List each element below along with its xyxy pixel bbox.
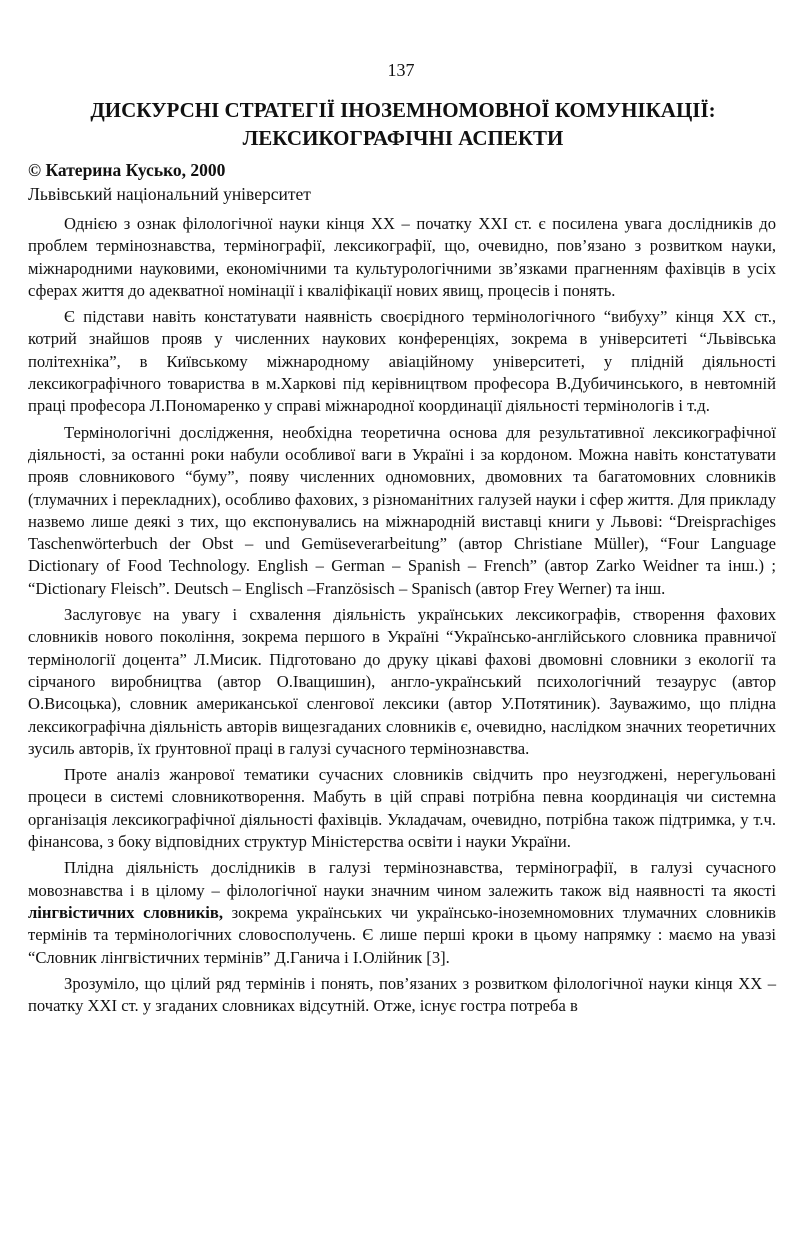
paragraph-6-end: зокрема українських чи українсько-іноземномовних тлумачних словників термінів та термінологічних словосполучень. Є лише перші кроки в цьому напрямку : маємо на увазі “Словник лінгвістичних термінів” Д.Ганича і І.Олійник [3]. [28, 902, 776, 967]
paragraph-3: Термінологічні дослідження, необхідна теоретична основа для результативної лексикографічної діяльності, за останні роки набули особливої ваги в Україні і за кордоном. Можна навіть констатувати прояв словникового “буму”, появу численних одномовних, двомовних та багатомовних словників (тлумачних і перекладних), особливо фахових, з різноманітних галузей науки і сфер життя. Для прикладу назвемо лише деякі з тих, що експонувались на міжнародній виставці книги у Львові: “Dreisprachiges Taschenwörterbuch der Obst – und Gemüseverarbeitung” (автор Christiane Müller), “Four Language Dictionary of Food Technology. English – German – Spanish – French” (автор Zarko Weidner та інш.) ; “Dictionary Fleisch”. Deutsch – Englisch –Französisch – Spanisch (автор Frey Werner) та інш. [28, 422, 776, 598]
article-body [28, 213, 776, 1021]
paragraph-7: Зрозуміло, що цілий ряд термінів і понять, пов’язаних з розвитком філологічної науки кінця XX – початку XXI ст. у згаданих словниках відсутній. Отже, існує гостра потреба в [28, 973, 776, 1016]
paragraph-2: Є підстави навіть констатувати наявність своєрідного термінологічного “вибуху” кінця XX ст., котрий знайшов прояв у численних наукових конференціях, зокрема в університеті “Львівська політехніка”, в Київському міжнародному авіаційному університеті, у плідній діяльності лексикографічного товариства в м.Харкові під керівництвом професора В.Дубичинського, в невтомній праці професора Л.Пономаренко у справі міжнародної координації діяльності термінологів і т.д. [28, 307, 776, 416]
author-line: © Катерина Кусько, 2000 [28, 160, 226, 180]
paragraph-6-start: Плідна діяльність дослідників в галузі термінознавства, термінографії, в галузі сучасного мовознавства і в цілому – філологічної науки значним чином залежить також від наявності та якості [28, 858, 776, 900]
article-title [20, 96, 786, 152]
paragraph-6 [28, 857, 776, 968]
paragraph-5: Проте аналіз жанрової тематики сучасних словників свідчить про неузгоджені, нерегульовані процеси в системі словникотворення. Мабуть в цій справі потрібна певна координація чи системна організація лексикографічної діяльності фахівців. Укладачам, очевидно, потрібна також підтримка, у т.ч. фінансова, з боку відповідних структур Міністерства освіти і науки України. [28, 765, 776, 852]
paragraph-1: Однією з ознак філологічної науки кінця XX – початку XXI ст. є посилена увага дослідників до проблем термінознавства, термінографії, лексикографії, що, очевидно, пов’язано з розвитком науки, міжнародними науковими, економічними та культурологічними зв’язками прагненням фахівців в усіх сферах життя до адекватної номінації і кваліфікації нових явищ, процесів і понять. [28, 214, 776, 300]
paragraph-4: Заслуговує на увагу і схвалення діяльність українських лексикографів, створення фахових словників нового покоління, зокрема першого в Україні “Українсько-англійського словника правничої термінології доцента” Л.Мисик. Підготовано до друку цікаві фахові двомовні словники з екології та сірчаного виробництва (автор О.Іващишин), англо-український психологічний тезаурус (автор О.Висоцька), словник американської сленгової лексики (автор У.Потятиник). Зауважимо, що плідна лексикографічна діяльність авторів вищезгаданих словників є, очевидно, наслідком значних теоретичних зусиль авторів, їх ґрунтовної праці в галузі сучасного термінознавства. [28, 605, 776, 758]
page-number: 137 [387, 60, 415, 80]
title-line-1: ДИСКУРСНІ СТРАТЕГІЇ ІНОЗЕМНОМОВНОЇ КОМУНІКАЦІЇ: [90, 98, 716, 122]
title-line-2: ЛЕКСИКОГРАФІЧНІ АСПЕКТИ [242, 126, 564, 150]
bold-term: лінгвістичних словників, [28, 902, 224, 922]
affiliation-line: Львівський національний університет [28, 184, 311, 204]
